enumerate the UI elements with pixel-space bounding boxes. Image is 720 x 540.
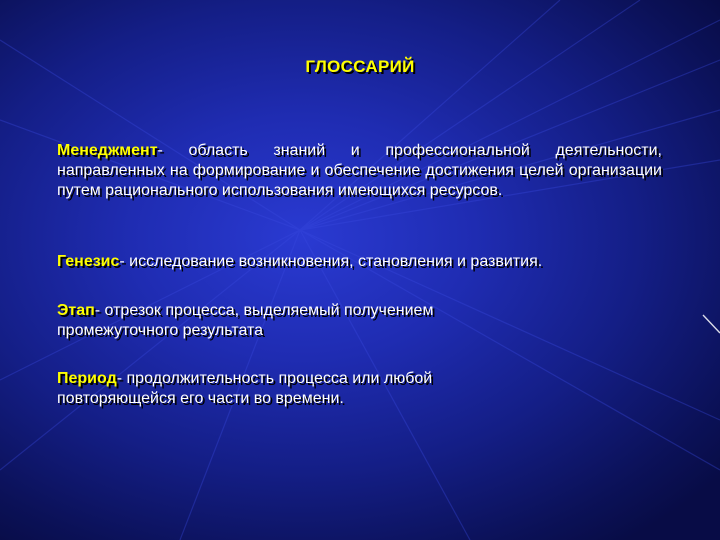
term-label: Менеджмент <box>57 142 158 159</box>
term-definition: - продолжительность процесса или любой повторяющейся его части во времени. <box>57 370 433 407</box>
glossary-entry-stage <box>57 301 547 341</box>
term-label: Этап <box>57 302 95 319</box>
term-definition: - исследование возникновения, становления и развития. <box>119 253 543 270</box>
slide-title: ГЛОССАРИЙ <box>305 57 415 76</box>
term-label: Генезис <box>57 253 120 270</box>
glossary-entry-period <box>57 369 537 409</box>
term-label: Период <box>57 370 117 387</box>
term-definition: - область знаний и профессиональной деятельности, направленных на формирование и обеспечение достижения целей организации путем рационального использования имеющихся ресурсов. <box>57 142 662 199</box>
glossary-entry-management <box>57 141 662 201</box>
accent-line <box>703 315 720 333</box>
term-definition: - отрезок процесса, выделяемый получением промежуточного результата <box>57 302 434 339</box>
glossary-entry-genesis <box>57 252 662 272</box>
